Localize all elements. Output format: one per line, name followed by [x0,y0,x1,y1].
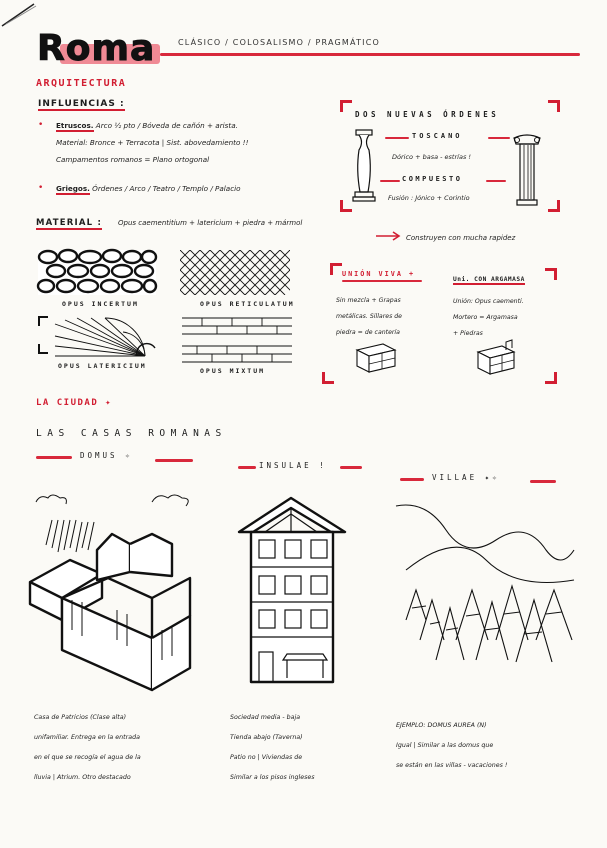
domus-description [34,708,141,788]
insulae-bar [238,466,256,469]
compuesto-bar [486,180,506,182]
etruscos-text1: Arco ½ pto / Bóveda de cañón + arista. [95,121,238,130]
argamasa-corner [545,372,557,384]
insulae-description [230,708,315,788]
insulae-illustration [235,492,355,692]
opus-reticulatum-label: OPUS RETICULATUM [200,300,295,308]
ordenes-corner [340,200,352,212]
villae-description [396,716,507,776]
bullet-griegos: • [38,183,44,193]
union-text2: metálicas. Sillares de [336,313,402,320]
etruscos-text2: Material: Bronce + Terracota | Sist. abovedamiento !! [56,138,249,147]
villae-desc2: Igual | Similar a las domus que [396,742,494,749]
union-text [336,293,402,341]
material-text: Opus caementitium + latericium + piedra + mármol [118,219,303,227]
ordenes-corner [548,200,560,212]
argamasa-corner [545,268,557,280]
argamasa-text [453,294,524,342]
villae-label: VILLAE ✦✧ [432,473,500,482]
arrow-right-icon [376,231,402,241]
opus-incertum-label: OPUS INCERTUM [62,300,139,308]
toscano-bar [385,137,409,139]
latericium-corner [38,316,48,326]
compuesto-bar [380,180,400,182]
compuesto-text: Fusión : Jónico + Corintio [388,194,470,202]
etruscos-label: Etruscos. [56,121,94,130]
toscano-bar [488,137,510,139]
domus-label: DOMUS ✧ [80,451,133,460]
domus-desc1: Casa de Patricios (Clase alta) [34,714,127,721]
opus-mixtum-illustration [182,318,292,362]
domus-illustration [22,490,202,690]
argamasa-text2: Mortero = Argamasa [453,314,518,321]
toscano-label: TOSCANO [412,132,463,140]
insulae-bar [340,466,362,469]
union-text3: piedra = de cantería [336,329,400,336]
material-result: Construyen con mucha rapidez [406,234,516,242]
ordenes-corner [548,100,560,112]
domus-desc3: en el que se recogía el agua de la [34,754,141,761]
compuesto-label: COMPUESTO [402,175,463,183]
compuesto-column-icon [512,132,542,212]
insulae-desc4: Similar a los pisos ingleses [230,774,315,781]
title-underline [160,53,580,56]
stone-block-icon [355,340,397,374]
union-corner [330,263,342,275]
wall-block-icon [476,340,518,376]
griegos-text: Órdenes / Arco / Teatro / Templo / Palacio [92,184,241,193]
insulae-desc2: Tienda abajo (Taverna) [230,734,303,741]
influencias-label: INFLUENCIAS : [38,99,125,109]
opus-latericium-illustration [55,318,155,358]
insulae-label: INSULAE ! [259,461,327,470]
opus-incertum-illustration [38,250,156,295]
insulae-desc3: Patio no | Viviendas de [230,754,303,761]
villae-illustration [396,490,576,690]
griegos-block [56,180,326,197]
griegos-label: Griegos. [56,184,90,193]
opus-mixtum-label: OPUS MIXTUM [200,367,266,375]
arquitectura-heading: ARQUITECTURA [36,78,127,89]
opus-latericium-label: OPUS LATERICIUM [58,362,147,370]
villae-bar [530,480,556,483]
argamasa-text1: Unión: Opus caementi. [453,298,524,305]
villae-desc3: se están en las villas - vacaciones ! [396,762,508,769]
ciudad-heading: LA CIUDAD ✦ [36,398,113,408]
union-corner [322,372,334,384]
etruscos-block [56,117,326,168]
pen-scribble-icon [0,0,40,30]
domus-bar [155,459,193,462]
material-label: MATERIAL : [36,218,103,228]
argamasa-title: Uni. CON ARGAMASA [453,276,525,283]
villae-bar [400,478,424,481]
toscano-text: Dórico + basa - estrías ! [392,153,471,161]
villae-desc1: EJEMPLO: DOMUS AUREA (N) [396,722,487,729]
latericium-corner [38,344,48,354]
union-viva-title: UNIÓN VIVA + [342,270,416,278]
ordenes-corner [340,100,352,112]
bullet-etruscos: • [38,120,44,130]
union-underline [342,280,422,282]
argamasa-text3: + Piedras [453,330,483,337]
opus-reticulatum-illustration [180,250,290,295]
page-title: Roma [37,28,156,69]
ordenes-title: DOS NUEVAS ÓRDENES [355,110,500,119]
domus-bar [36,456,72,459]
etruscos-text3: Campamentos romanos = Plano ortogonal [56,155,210,164]
insulae-desc1: Sociedad media - baja [230,714,301,721]
title-tags: CLÁSICO / COLOSALISMO / PRAGMÁTICO [178,38,380,47]
casas-romanas-heading: LAS CASAS ROMANAS [36,428,227,439]
domus-desc2: unifamiliar. Entrega en la entrada [34,734,140,741]
toscano-column-icon [352,130,376,210]
union-text1: Sin mezcla + Grapas [336,297,401,304]
domus-desc4: lluvia | Atrium. Otro destacado [34,774,131,781]
